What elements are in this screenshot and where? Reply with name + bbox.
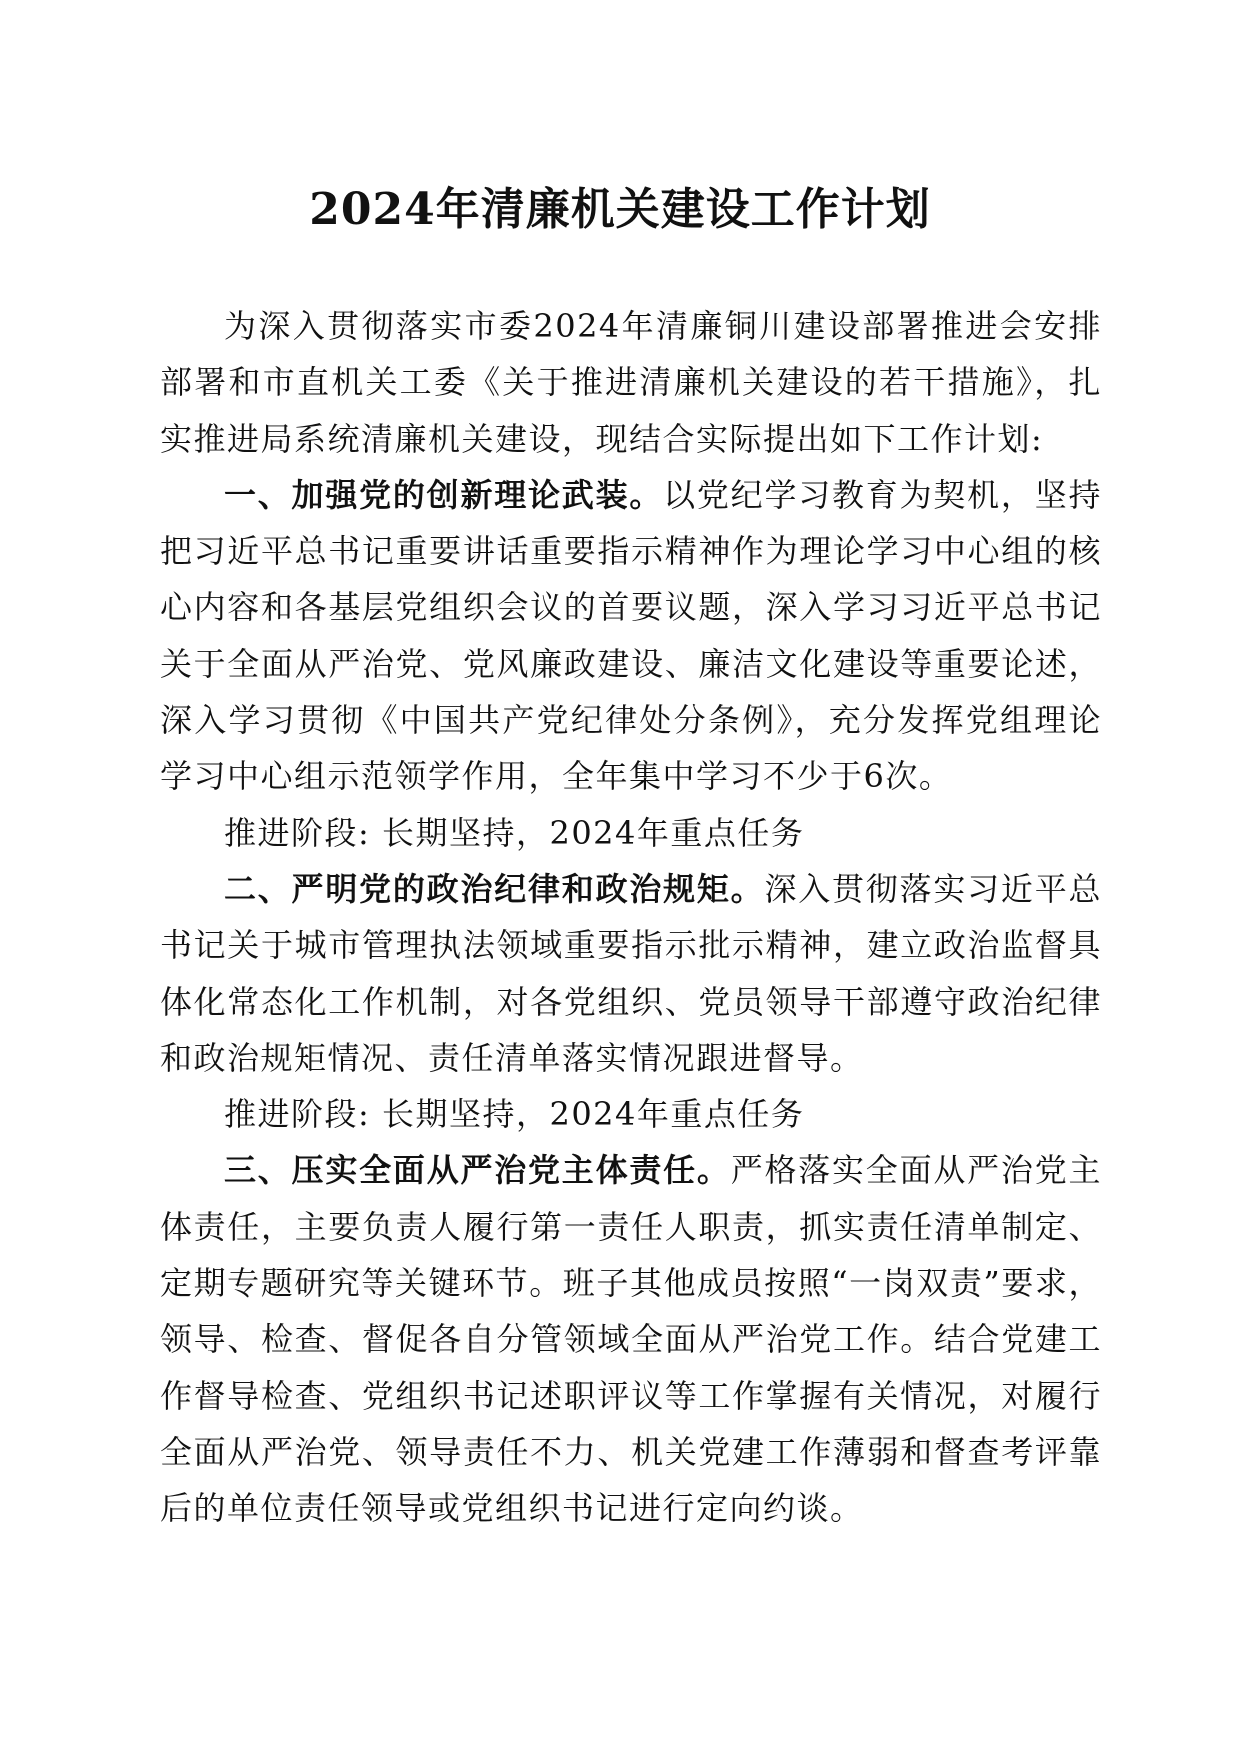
section-2-body: 深入贯彻落实习近平总书记关于城市管理执法领域重要指示批示精神，建立政治监督具体化常态化工作机制，对各党组织、党员领导干部遵守政治纪律和政治规矩情况、责任清单落实情况跟进督导。 <box>160 869 1102 1077</box>
section-3-paragraph <box>160 1142 1102 1536</box>
section-2-paragraph <box>160 861 1102 1086</box>
section-2-stage: 推进阶段: 长期坚持，2024年重点任务 <box>224 1095 805 1134</box>
section-2-heading: 二、严明党的政治纪律和政治规矩。 <box>224 869 765 908</box>
section-1-heading: 一、加强党的创新理论武装。 <box>224 475 664 514</box>
section-3-body: 严格落实全面从严治党主体责任，主要负责人履行第一责任人职责，抓实责任清单制定、定期专题研究等关键环节。班子其他成员按照“一岗双责”要求，领导、检查、督促各自分管领域全面从严治党工作。结合党建工作督导检查、党组织书记述职评议等工作掌握有关情况，对履行全面从严治党、领导责任不力、机关党建工作薄弱和督查考评靠后的单位责任领导或党组织书记进行定向约谈。 <box>160 1151 1102 1528</box>
intro-paragraph: 为深入贯彻落实市委2024年清廉铜川建设部署推进会安排部署和市直机关工委《关于推进清廉机关建设的若干措施》，扎实推进局系统清廉机关建设，现结合实际提出如下工作计划: <box>160 307 1102 458</box>
section-1-body: 以党纪学习教育为契机，坚持把习近平总书记重要讲话重要指示精神作为理论学习中心组的核心内容和各基层党组织会议的首要议题，深入学习习近平总书记关于全面从严治党、党风廉政建设、廉洁文化建设等重要论述，深入学习贯彻《中国共产党纪律处分条例》，充分发挥党组理论学习中心组示范领学作用，全年集中学习不少于6次。 <box>160 475 1102 796</box>
section-1-paragraph <box>160 467 1102 805</box>
section-3-heading: 三、压实全面从严治党主体责任。 <box>224 1151 731 1190</box>
document-body <box>160 298 1102 1537</box>
section-1-stage: 推进阶段: 长期坚持，2024年重点任务 <box>224 813 805 852</box>
document-title: 2024年清廉机关建设工作计划 <box>309 184 931 235</box>
